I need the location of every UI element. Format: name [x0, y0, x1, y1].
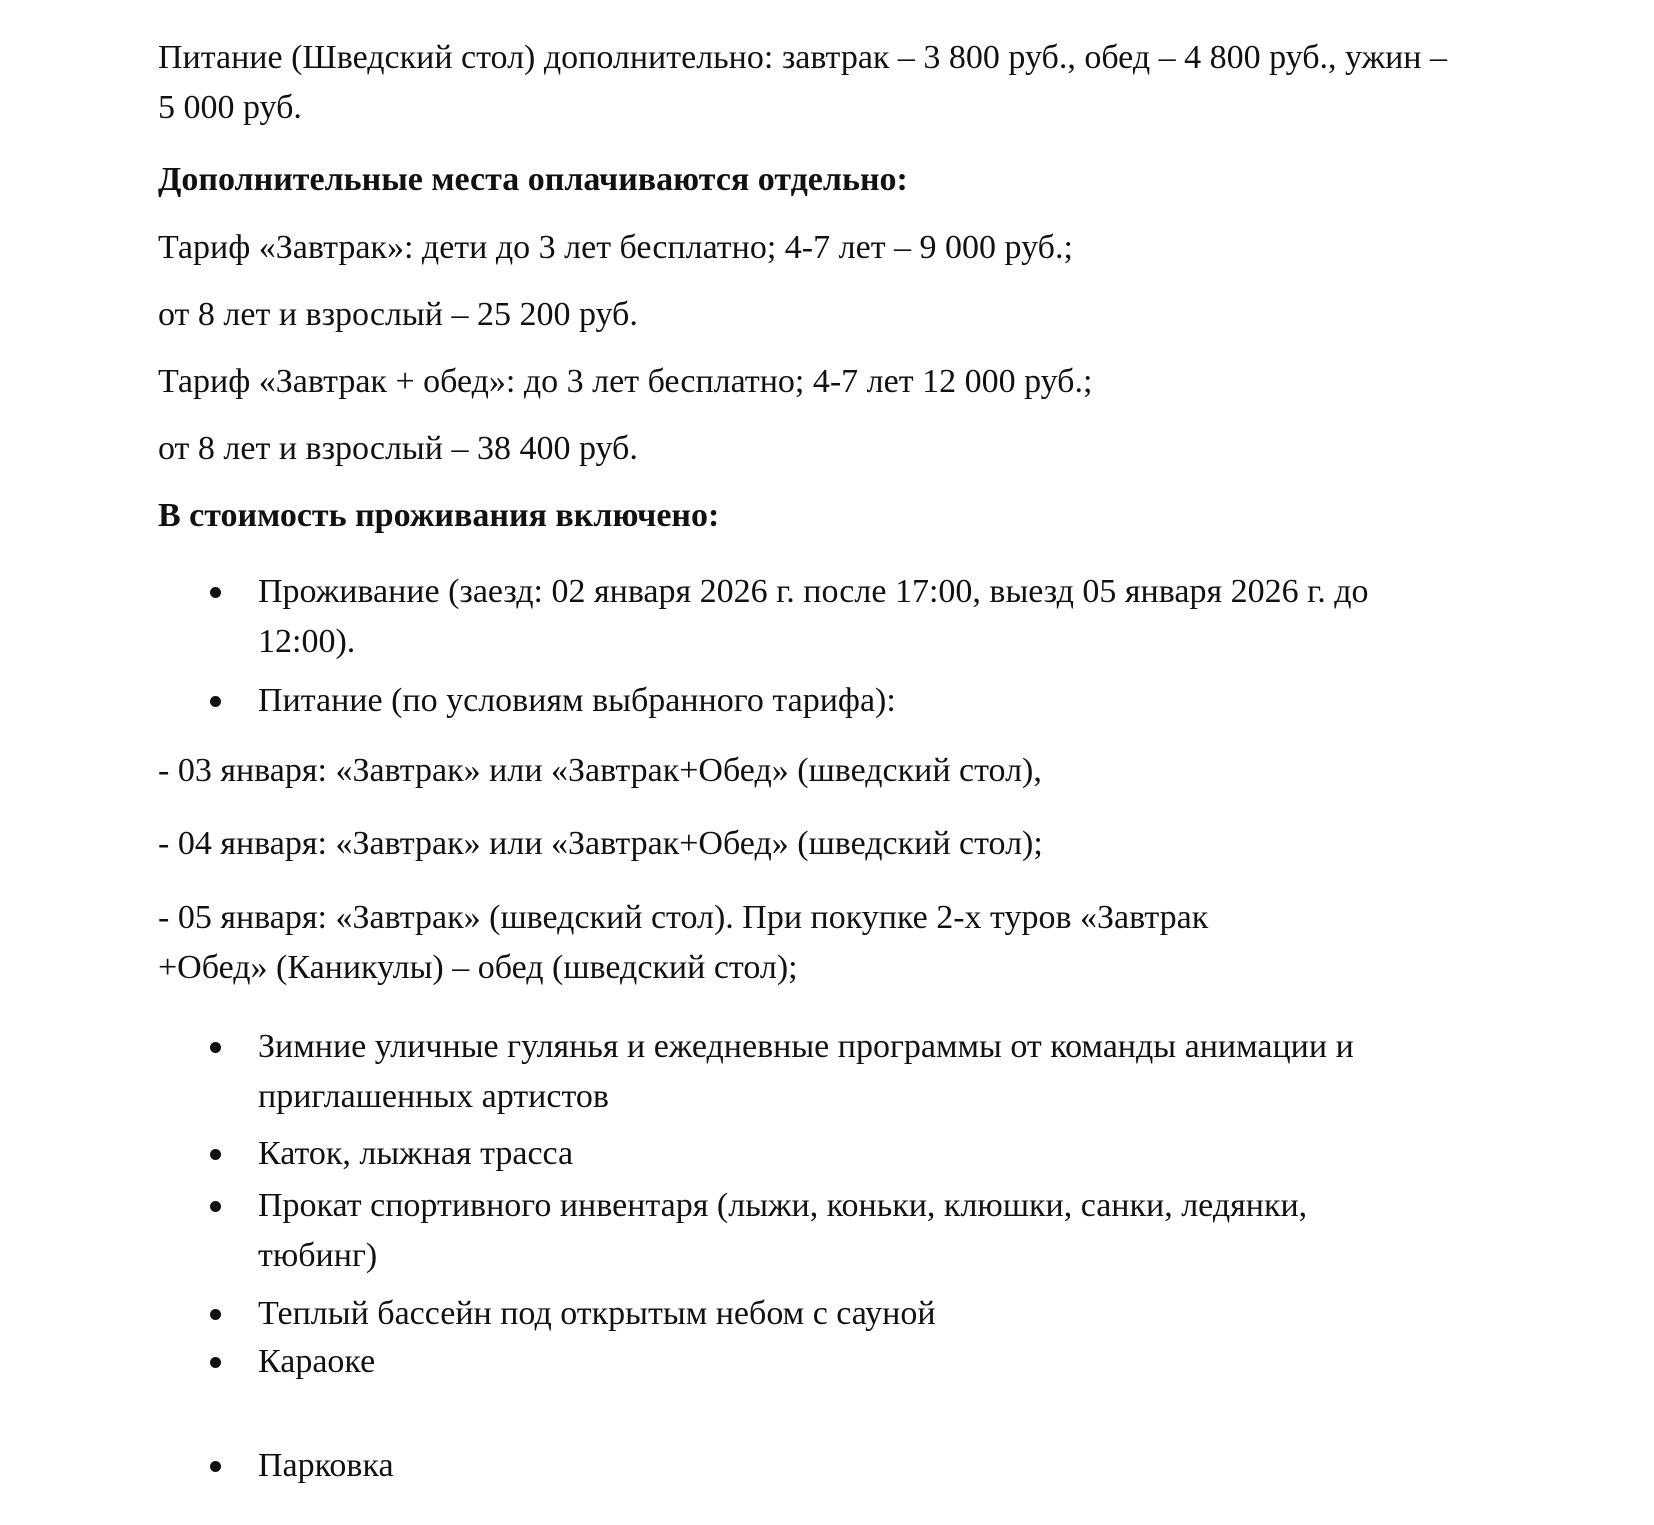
meal-day-line: - 04 января: «Завтрак» или «Завтрак+Обед» (шведский стол); — [158, 825, 1043, 862]
bullet-icon — [210, 696, 221, 707]
list-item-text: Проживание (заезд: 02 января 2026 г. после 17:00, выезд 05 января 2026 г. до — [258, 573, 1369, 610]
bullet-icon — [210, 1201, 221, 1212]
list-item-text: Прокат спортивного инвентаря (лыжи, коньки, клюшки, санки, ледянки, — [258, 1187, 1308, 1224]
tariff-line: Тариф «Завтрак»: дети до 3 лет бесплатно; 4-7 лет – 9 000 руб.; — [158, 229, 1073, 266]
list-item-text: тюбинг) — [258, 1237, 378, 1274]
list-item-text: Теплый бассейн под открытым небом с сауной — [258, 1295, 936, 1332]
bullet-icon — [210, 1149, 221, 1160]
tariff-line: Тариф «Завтрак + обед»: до 3 лет бесплатно; 4-7 лет 12 000 руб.; — [158, 363, 1093, 400]
meals-paragraph-line-1: Питание (Шведский стол) дополнительно: завтрак – 3 800 руб., обед – 4 800 руб., ужин – — [158, 39, 1447, 76]
list-item-text: 12:00). — [258, 623, 356, 660]
bullet-icon — [210, 1461, 221, 1472]
list-item-text: Караоке — [258, 1343, 376, 1380]
bullet-icon — [210, 1042, 221, 1053]
bullet-icon — [210, 1357, 221, 1368]
list-item-text: Каток, лыжная трасса — [258, 1135, 574, 1172]
list-item-text: Питание (по условиям выбранного тарифа): — [258, 682, 896, 719]
meal-day-line: - 03 января: «Завтрак» или «Завтрак+Обед» (шведский стол), — [158, 752, 1042, 789]
meal-day-line: - 05 января: «Завтрак» (шведский стол). При покупке 2-х туров «Завтрак — [158, 899, 1209, 936]
tariff-line: от 8 лет и взрослый – 38 400 руб. — [158, 430, 638, 467]
list-item-text: Парковка — [258, 1447, 394, 1484]
extra-places-heading: Дополнительные места оплачиваются отдельно: — [158, 161, 908, 198]
included-heading: В стоимость проживания включено: — [158, 497, 720, 534]
meal-day-line: +Обед» (Каникулы) – обед (шведский стол); — [158, 949, 798, 986]
tariff-line: от 8 лет и взрослый – 25 200 руб. — [158, 296, 638, 333]
list-item-text: приглашенных артистов — [258, 1078, 609, 1115]
bullet-icon — [210, 587, 221, 598]
meals-paragraph-line-2: 5 000 руб. — [158, 89, 302, 126]
bullet-icon — [210, 1309, 221, 1320]
list-item-text: Зимние уличные гулянья и ежедневные программы от команды анимации и — [258, 1028, 1354, 1065]
